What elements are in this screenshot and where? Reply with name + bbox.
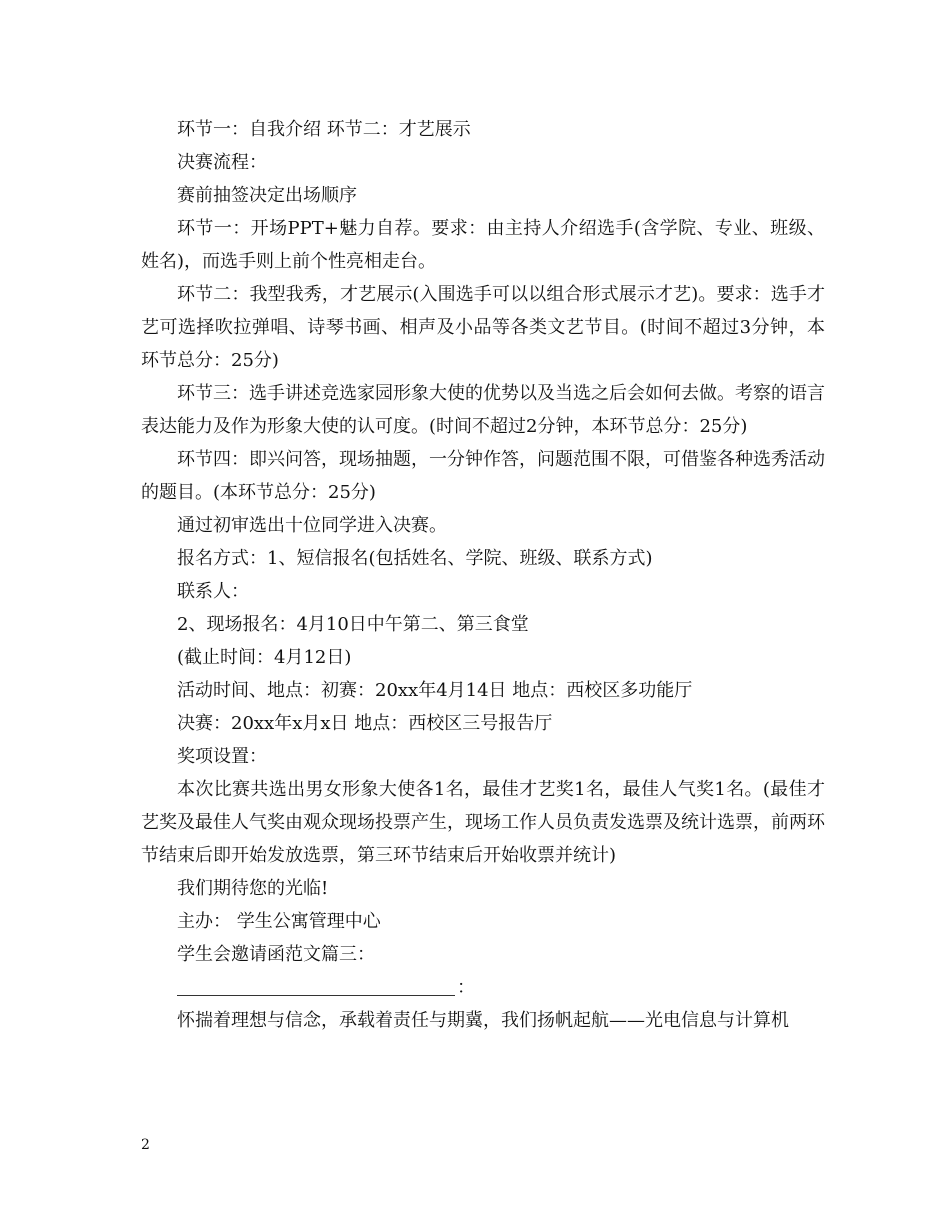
blank-colon: ： <box>457 977 475 998</box>
paragraph: 环节三：选手讲述竞选家园形象大使的优势以及当选之后会如何去做。考察的语言表达能力及作为形象大使的认可度。(时间不超过2分钟，本环节总分：25分) <box>141 383 825 437</box>
page-number: 2 <box>141 1137 150 1153</box>
paragraph: 赛前抽签决定出场顺序 <box>177 185 357 206</box>
paragraph: 学生会邀请函范文篇三： <box>177 944 375 965</box>
paragraph: 决赛流程： <box>177 152 267 173</box>
paragraph: 联系人： <box>177 581 249 602</box>
document-body <box>141 113 825 1037</box>
paragraph: 通过初审选出十位同学进入决赛。 <box>177 515 447 536</box>
fill-in-blank <box>177 975 455 996</box>
paragraph: 活动时间、地点：初赛：20xx年4月14日 地点：西校区多功能厅 <box>177 680 693 701</box>
paragraph: (截止时间：4月12日) <box>177 647 352 668</box>
paragraph: 环节四：即兴问答，现场抽题，一分钟作答，问题范围不限，可借鉴各种选秀活动的题目。(本环节总分：25分) <box>141 449 825 503</box>
paragraph: 报名方式：1、短信报名(包括姓名、学院、班级、联系方式) <box>177 548 653 569</box>
paragraph: 2、现场报名：4月10日中午第二、第三食堂 <box>177 614 529 635</box>
paragraph: 奖项设置： <box>177 746 267 767</box>
paragraph: 环节二：我型我秀，才艺展示(入围选手可以以组合形式展示才艺)。要求：选手才艺可选择吹拉弹唱、诗琴书画、相声及小品等各类文艺节目。(时间不超过3分钟，本环节总分：25分) <box>141 284 825 371</box>
paragraph: 本次比赛共选出男女形象大使各1名，最佳才艺奖1名，最佳人气奖1名。(最佳才艺奖及最佳人气奖由观众现场投票产生，现场工作人员负责发选票及统计选票，前两环节结束后即开始发放选票，第三环节结束后开始收票并统计) <box>141 779 825 866</box>
paragraph: 决赛：20xx年x月x日 地点：西校区三号报告厅 <box>177 713 553 734</box>
paragraph: 环节一：自我介绍 环节二：才艺展示 <box>177 119 471 140</box>
paragraph: 怀揣着理想与信念，承载着责任与期冀，我们扬帆起航——光电信息与计算机 <box>177 1010 789 1031</box>
recipient-blank-line <box>141 971 825 1004</box>
paragraph: 我们期待您的光临! <box>177 878 329 899</box>
paragraph: 主办： 学生公寓管理中心 <box>177 911 381 932</box>
paragraph: 环节一：开场PPT+魅力自荐。要求：由主持人介绍选手(含学院、专业、班级、姓名)，而选手则上前个性亮相走台。 <box>141 218 825 272</box>
